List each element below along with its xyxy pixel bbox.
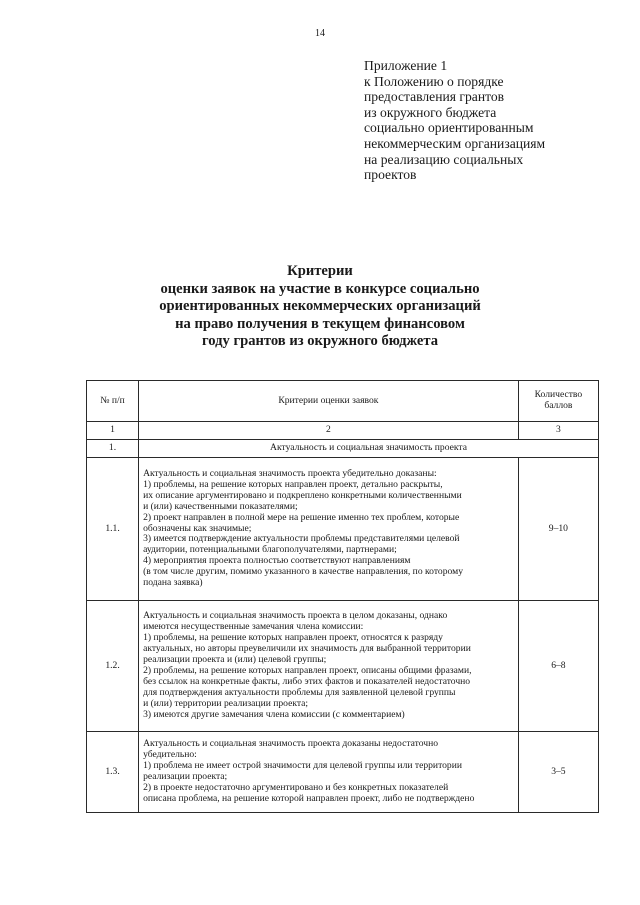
criteria-line: 2) проект направлен в полной мере на решение именно тех проблем, которые <box>143 511 460 523</box>
title-line: году грантов из окружного бюджета <box>201 333 438 350</box>
appendix-line: предоставления грантов <box>364 89 505 105</box>
criteria-line: Актуальность и социальная значимость проекта в целом доказаны, однако <box>143 610 448 622</box>
appendix-line: к Положению о порядке <box>364 73 504 89</box>
criteria-line: обозначены как значимые; <box>143 522 252 534</box>
title-line: ориентированных некоммерческих организаций <box>159 298 481 315</box>
column-number: 1 <box>87 422 139 440</box>
row-criteria <box>139 601 519 732</box>
table-row <box>87 458 599 601</box>
section-number: 1. <box>87 440 139 458</box>
criteria-line: убедительно: <box>143 749 197 761</box>
header-num: № п/п <box>87 381 139 422</box>
criteria-line: реализации проекта; <box>143 771 228 782</box>
row-score: 6–8 <box>518 601 598 732</box>
criteria-line: имеются несущественные замечания члена комиссии: <box>143 621 364 633</box>
appendix-line: социально ориентированным <box>364 120 534 136</box>
criteria-line: их описание аргументировано и подкреплено конкретными количественными <box>143 489 462 501</box>
criteria-line: для подтверждения актуальности проблемы для заявленной целевой группы <box>143 686 456 698</box>
criteria-line: Актуальность и социальная значимость проекта убедительно доказаны: <box>143 468 437 480</box>
appendix-line: некоммерческим организациям <box>364 135 546 151</box>
criteria-line: 2) проблемы, на решение которых направлен проект, описаны общими фразами, <box>143 665 472 676</box>
criteria-line: 3) имеются другие замечания члена комиссии (с комментарием) <box>143 708 405 720</box>
row-criteria <box>139 458 519 601</box>
row-number: 1.3. <box>87 732 139 813</box>
title-line: оценки заявок на участие в конкурсе социально <box>160 280 480 297</box>
row-score: 3–5 <box>518 732 598 813</box>
title-line: Критерии <box>287 263 353 279</box>
criteria-line: 2) в проекте недостаточно аргументировано и без конкретных показателей <box>143 781 449 793</box>
table-row <box>87 732 599 813</box>
criteria-line: и (или) качественными показателями; <box>143 500 298 512</box>
section-title: Актуальность и социальная значимость проекта <box>139 440 599 458</box>
criteria-line: 3) имеется подтверждение актуальности проблемы представителями целевой <box>143 533 460 545</box>
table-row <box>87 601 599 732</box>
column-number: 3 <box>518 422 598 440</box>
column-number: 2 <box>139 422 519 440</box>
criteria-line: Актуальность и социальная значимость проекта доказаны недостаточно <box>143 738 439 750</box>
criteria-line: без ссылок на конкретные факты, либо этих фактов и показателей недостаточно <box>143 675 471 687</box>
row-criteria <box>139 732 519 813</box>
page-number: 14 <box>315 28 325 39</box>
criteria-line: аудитории, потенциальными благополучателями, партнерами; <box>143 544 397 556</box>
criteria-line: и (или) территории реализации проекта; <box>143 697 309 709</box>
row-number: 1.2. <box>87 601 139 732</box>
criteria-line: (в том числе другим, помимо указанного в качестве направления, по которому <box>143 566 463 578</box>
criteria-line: реализации проекта и (или) целевой группы; <box>143 654 327 666</box>
criteria-line: 1) проблема не имеет острой значимости для целевой группы или территории <box>143 760 462 772</box>
criteria-line: 1) проблемы, на решение которых направлен проект, детально раскрыты, <box>143 478 443 490</box>
column-number-row <box>87 422 599 440</box>
title-line: на право получения в текущем финансовом <box>175 315 465 332</box>
criteria-line: 4) мероприятия проекта полностью соответствуют направлениям <box>143 555 411 567</box>
criteria-table <box>86 380 599 813</box>
header-score-line: Количество <box>534 389 583 401</box>
section-row <box>87 440 599 458</box>
row-score: 9–10 <box>518 458 598 601</box>
header-score-line: баллов <box>544 400 573 411</box>
header-criteria: Критерии оценки заявок <box>139 381 519 422</box>
appendix-reference <box>364 58 614 183</box>
table-header-row <box>87 381 599 422</box>
criteria-line: актуальных, но авторы преувеличили их значимость для выбранной территории <box>143 643 471 655</box>
criteria-line: 1) проблемы, на решение которых направлен проект, относятся к разряду <box>143 632 443 644</box>
header-score <box>518 381 598 422</box>
document-title <box>0 263 640 351</box>
appendix-line: проектов <box>364 167 417 183</box>
appendix-line: из окружного бюджета <box>364 104 497 120</box>
row-number: 1.1. <box>87 458 139 601</box>
criteria-line: подана заявка) <box>143 577 203 589</box>
appendix-line: на реализацию социальных <box>364 151 524 167</box>
appendix-line: Приложение 1 <box>364 58 448 73</box>
criteria-line: описана проблема, на решение которой направлен проект, либо не подтверждено <box>143 792 475 804</box>
